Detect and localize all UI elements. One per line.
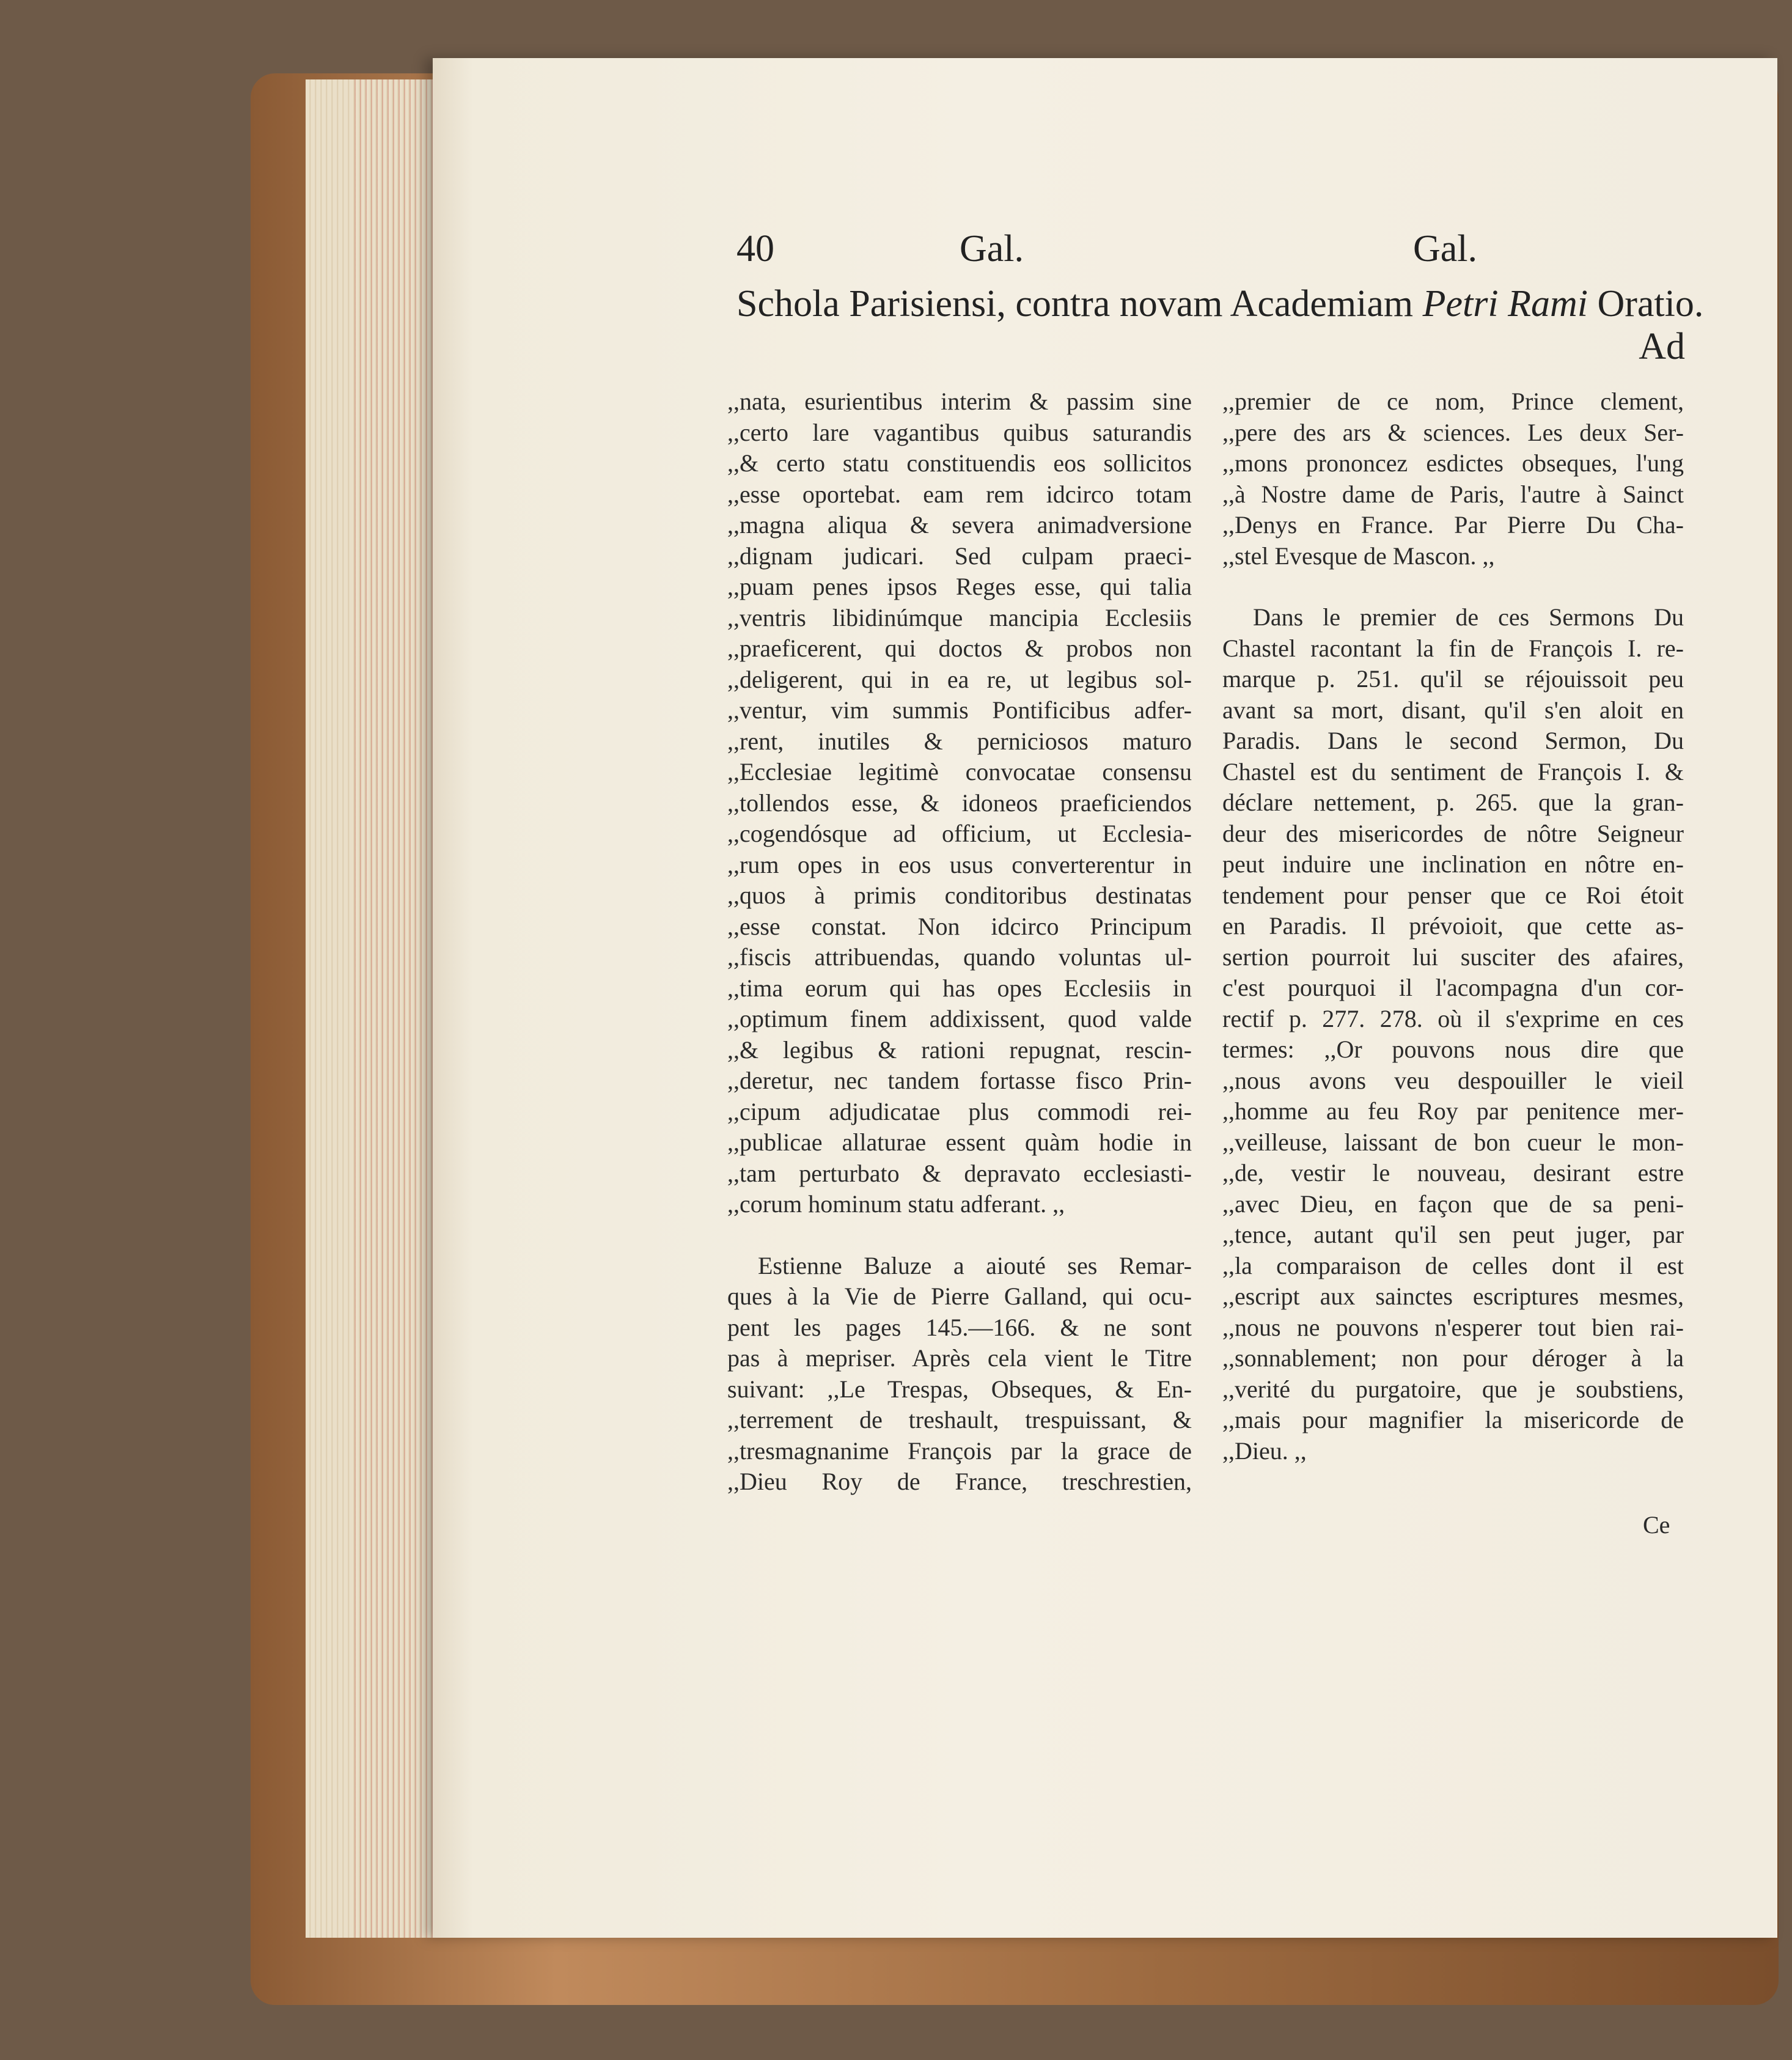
text-line: ,,deretur, nec tandem fortasse fisco Prin- (727, 1067, 1192, 1094)
text-line: ,,magna aliqua & severa animadversione (727, 511, 1192, 539)
paragraph-gap (1222, 572, 1684, 602)
text-line: ,,verité du purgatoire, que je soubstiens, (1222, 1375, 1684, 1403)
text-line: ,,mais pour magnifier la misericorde de (1222, 1406, 1684, 1433)
text-line: ,,escript aux sainctes escriptures mesmes, (1222, 1282, 1684, 1310)
text-line: pent les pages 145.—166. & ne sont (727, 1313, 1192, 1341)
text-line: peut induire une inclination en nôtre en- (1222, 850, 1684, 878)
text-line: ,,optimum finem addixissent, quod valde (727, 1005, 1192, 1032)
text-line: ,,avec Dieu, en façon que de sa peni- (1222, 1190, 1684, 1218)
text-line: ,,fiscis attribuendas, quando voluntas ul- (727, 943, 1192, 971)
text-line: ,,nous avons veu despouiller le vieil (1222, 1066, 1684, 1094)
right-chastel-paragraph (1222, 602, 1684, 1466)
catchword: Ce (1643, 1511, 1670, 1539)
text-line: ,,stel Evesque de Mascon. ,, (1222, 542, 1495, 570)
text-line: sertion pourroit lui susciter des afaires, (1222, 943, 1684, 971)
text-line: ,,tence, autant qu'il sen peut juger, par (1222, 1221, 1684, 1248)
right-title-paragraph (1222, 386, 1684, 572)
left-baluze-paragraph (727, 1251, 1192, 1498)
text-line: ,,puam penes ipsos Reges esse, qui talia (727, 573, 1192, 600)
text-line: Estienne Baluze a aiouté ses Remar- (758, 1251, 1192, 1279)
text-line: ,,Ecclesiae legitimè convocatae consensu (727, 758, 1192, 785)
text-line: suivant: ,,Le Trespas, Obseques, & En- (727, 1375, 1192, 1403)
text-line: ,,Dieu. ,, (1222, 1436, 1307, 1465)
text-line: deur des misericordes de nôtre Seigneur (1222, 819, 1684, 847)
text-line: Chastel racontant la fin de François I. re- (1222, 634, 1684, 662)
title-part-3: Oratio. (1587, 283, 1704, 325)
text-line: ,,tam perturbato & depravato ecclesiasti- (727, 1159, 1192, 1187)
text-line: marque p. 251. qu'il se réjouissoit peu (1222, 665, 1684, 693)
text-line: déclare nettement, p. 265. que la gran- (1222, 789, 1684, 816)
text-line: ,,rent, inutiles & perniciosos maturo (727, 727, 1192, 755)
text-line: ,,publicae allaturae essent quàm hodie in (727, 1128, 1192, 1156)
text-line: Chastel est du sentiment de François I. & (1222, 757, 1684, 785)
text-line: Paradis. Dans le second Sermon, Du (1222, 727, 1684, 754)
entry-title-continuation: Ad (1639, 326, 1685, 367)
running-head-left: Gal. (960, 228, 1024, 270)
text-line: ,,ventris libidinúmque mancipia Ecclesiis (727, 603, 1192, 631)
text-line: rectif p. 277. 278. où il s'exprime en ces (1222, 1004, 1684, 1032)
text-line: ,,tresmagnanime François par la grace de (727, 1436, 1192, 1465)
text-line: termes: ,,Or pouvons nous dire que (1222, 1036, 1684, 1063)
text-line: ,,deligerent, qui in ea re, ut legibus sol- (727, 665, 1192, 693)
text-line: ,,ventur, vim summis Pontificibus adfer- (727, 696, 1192, 724)
text-line: ,,sonnablement; non pour déroger à la (1222, 1344, 1684, 1372)
title-part-1: Schola Parisiensi, contra novam Academiam (736, 283, 1423, 325)
text-line: ,,& legibus & rationi repugnat, rescin- (727, 1036, 1192, 1064)
text-line: ,,mons prononcez esdictes obseques, l'ung (1222, 449, 1684, 477)
text-line: ,,esse constat. Non idcirco Principum (727, 912, 1192, 940)
text-line: pas à mepriser. Après cela vient le Titre (727, 1344, 1192, 1372)
text-line: ques à la Vie de Pierre Galland, qui ocu- (727, 1282, 1192, 1310)
text-line: avant sa mort, disant, qu'il s'en aloit en (1222, 696, 1684, 724)
text-line: ,,terrement de treshault, trespuissant, & (727, 1406, 1192, 1433)
left-column (727, 386, 1192, 1498)
text-line: ,,nata, esurientibus interim & passim sine (727, 388, 1192, 415)
text-line: ,,esse oportebat. eam rem idcirco totam (727, 480, 1192, 508)
text-line: ,,premier de ce nom, Prince clement, (1222, 388, 1684, 415)
text-line: ,,Dieu Roy de France, treschrestien, (727, 1468, 1192, 1495)
title-part-2: Petri Rami (1422, 283, 1588, 325)
text-line: en Paradis. Il prévoioit, que cette as- (1222, 912, 1684, 940)
paragraph-gap (727, 1220, 1192, 1251)
text-line: ,,nous ne pouvons n'esperer tout bien rai- (1222, 1313, 1684, 1341)
text-line: ,,& certo statu constituendis eos sollicitos (727, 449, 1192, 477)
text-line: ,,cogendósque ad officium, ut Ecclesia- (727, 820, 1192, 847)
text-line: ,,homme au feu Roy par penitence mer- (1222, 1097, 1684, 1125)
text-line: ,,cipum adjudicatae plus commodi rei- (727, 1097, 1192, 1125)
text-line: ,,pere des ars & sciences. Les deux Ser- (1222, 418, 1684, 446)
text-line: ,,la comparaison de celles dont il est (1222, 1251, 1684, 1279)
text-line: tendement pour penser que ce Roi étoit (1222, 881, 1684, 909)
text-line: ,,praeficerent, qui doctos & probos non (727, 635, 1192, 662)
text-line: ,,tima eorum qui has opes Ecclesiis in (727, 974, 1192, 1002)
text-line: ,,à Nostre dame de Paris, l'autre à Sainct (1222, 480, 1684, 508)
right-column (1222, 386, 1684, 1466)
page-number: 40 (736, 228, 774, 270)
text-line: ,,de, vestir le nouveau, desirant estre (1222, 1159, 1684, 1186)
text-line: ,,corum hominum statu adferant. ,, (727, 1190, 1065, 1218)
text-line: ,,veilleuse, laissant de bon cueur le mon- (1222, 1128, 1684, 1156)
text-line: Dans le premier de ces Sermons Du (1253, 603, 1684, 631)
text-line: ,,Denys en France. Par Pierre Du Cha- (1222, 511, 1684, 539)
text-line: ,,quos à primis conditoribus destinatas (727, 881, 1192, 909)
text-line: ,,rum opes in eos usus converterentur in (727, 850, 1192, 878)
entry-title (736, 282, 1704, 325)
text-line: ,,certo lare vagantibus quibus saturandis (727, 418, 1192, 446)
text-line: ,,tollendos esse, & idoneos praeficiendos (727, 789, 1192, 817)
text-line: c'est pourquoi il l'acompagna d'un cor- (1222, 974, 1684, 1001)
text-line: ,,dignam judicari. Sed culpam praeci- (727, 542, 1192, 570)
left-quote-paragraph (727, 386, 1192, 1220)
running-head-right: Gal. (1413, 228, 1478, 270)
